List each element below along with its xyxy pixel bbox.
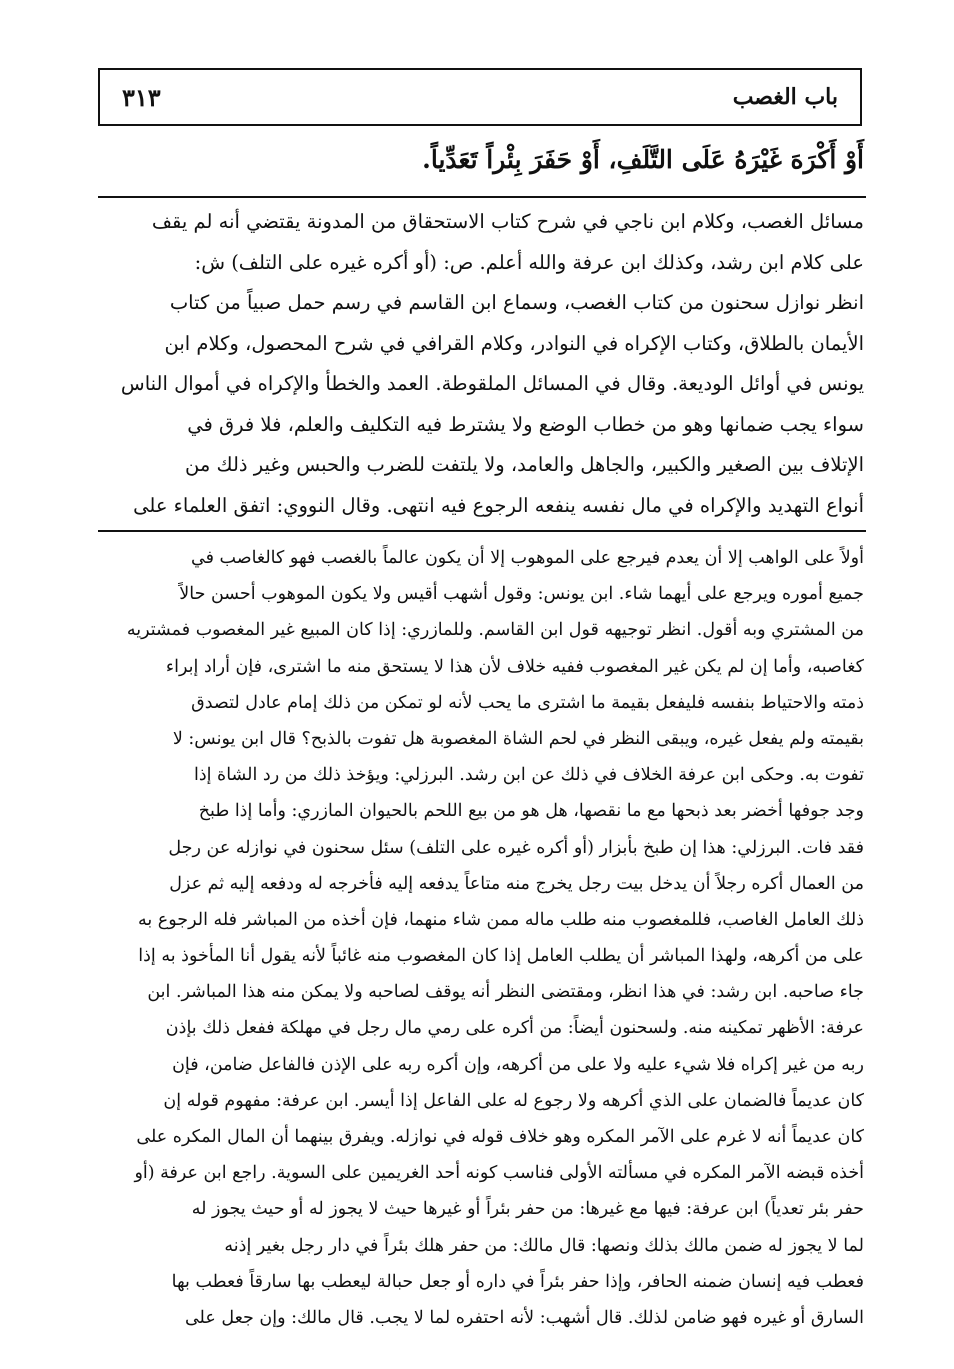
footnote-line: السارق أو غيره فهو ضامن لذلك. قال أشهب: لأنه احتفره لما لا يجب. قال مالك: وإن جعل على [184,1307,864,1328]
commentary-line: أنواع التهديد والإكراه في مال نفسه ينفعه الرجوع فيه انتهى. وقال النووي: اتفق العلماء على [133,493,864,517]
commentary-line: مسائل الغصب، وكلام ابن ناجي في شرح كتاب الاستحقاق من المدونة يقتضي أنه لم يقف [151,210,864,233]
footnote-line: جاء صاحبه. ابن رشد: في هذا انظر، ومقتضى النظر أنه يوقف لصاحبه ولا يمكن منه هذا المباشر. ابن [147,982,864,1003]
footnote-block [100,540,864,1336]
footnote-line: حفر بئر تعدياً) ابن عرفة: فيها مع غيرها: من حفر بئراً أو غيرها حيث لا يجوز له أو حيث يجوز له [191,1199,864,1220]
footnote-line: تفوت به. وحكى ابن عرفة الخلاف في ذلك عن ابن رشد. البرزلي: ويؤخذ ذلك من رد الشاة إذا [193,765,864,786]
commentary-line: الأيمان بالطلاق، وكتاب الإكراه في النوادر، وكلام القرافي في شرح المحصول، وكلام ابن [164,331,864,355]
footnote-line: من المشتري وبه أقول. انظر توجيهه قول ابن القاسم. وللمازري: إذا كان المبيع غير المغصوب فمشتريه [126,620,864,641]
commentary-line: انظر نوازل سحنون من كتاب الغصب، وسماع ابن القاسم في رسم حمل صبياً من كتاب [169,291,864,314]
footnote-line: فعطب فيه إنسان ضمنه الحافر، وإذا حفر بئراً في داره أو جعل حبالة ليعطب بها سارقاً فعطب بها [171,1271,864,1292]
divider-footnotes [98,530,866,532]
page-number: ٣١٣ [122,82,161,112]
main-text: أَوْ أَكْرَهَ غَيْرَهُ عَلَى التَّلَفِ، أَوْ حَفَرَ بِئْراً تَعَدِّياً. [422,145,864,174]
commentary-line: الإتلاف بين الصغير والكبير، والجاهل والعامد، ولا يلتفت للضرب والحبس وغير ذلك من [185,453,864,476]
footnote-line: كان عديماً أنه لا غرم على الآمر المكره وهو خلاف قوله في نوازله. ويفرق بينهما أن المال المكره على [136,1127,864,1147]
commentary-line: على كلام ابن رشد، وكذلك ابن عرفة والله أعلم. ص: (أو أكره غيره على التلف) ش: [194,250,864,274]
footnote-line: بقيمته ولم يفعل غيره، ويبقى النظر في لحم الشاة المغصوبة هل تفوت بالذبح؟ قال ابن يونس: لا [172,728,864,749]
footnote-line: عرفة: الأظهر تمكينه منه. ولسحنون أيضاً: من أكره على رمي مال رجل في مهلكة ففعل ذلك بإذن [165,1018,864,1039]
footnote-line: كغاصبه، وأما إن لم يكن غير المغصوب ففيه خلاف لأن هذا لا يستحق منه ما اشترى، فإن أراد إبراء [165,656,864,677]
chapter-title: باب الغصب [732,84,838,110]
page-header [98,68,862,126]
commentary-block [100,202,864,526]
footnote-line: أولاً على الواهب إلا أن يعدم فيرجع على الموهوب إلا أن يكون عالماً بالغصب فهو كالغاصب في [191,548,864,568]
footnote-line: ذمته والاحتياط بنفسه فليفعل بقيمة ما اشترى ما يحب لأنه لو تمكن من ذلك إمام عادل لتصدق [191,692,864,713]
commentary-line: سواء يجب ضمانها وهو من خطاب الوضع ولا يشترط فيه التكليف والعلم، فلا فرق في [187,412,864,436]
footnote-line: وجد جوفها أخضر بعد ذبحها مع ما نقصها، هل هو من بيع اللحم بالحيوان المازري: وأما إذا طبخ [198,801,864,822]
commentary-line: يونس في أوائل الوديعة. وقال في المسائل الملقوطة. العمد والخطأ والإكراه في أموال الناس [120,372,864,395]
footnote-line: أخذه قبضه الآمر المكره في مسألته الأولى فناسب كونه أحد الغريمين على السوية. راجع ابن عرفة (أو [134,1163,864,1184]
footnote-line: على من أكرهه، ولهذا المباشر أن يطلب العامل إذا كان المغصوب منه غائباً لأنه يقول أنا المأخوذ به إذا [138,946,864,967]
footnote-line: كان عديماً فالضمان على الذي أكرهه ولا رجوع له على الفاعل إذا أيسر. ابن عرفة: مفهوم قوله إن [163,1090,864,1111]
footnote-line: لما لا يجوز له ضمن مالك بذلك ونصها: قال مالك: من حفر هلك بئراً في دار رجل بغير إذنه [224,1235,864,1256]
footnote-line: فقد فات. البرزلي: هذا إن طبخ بأبزار (أو أكره غيره على التلف) سئل سحنون في نوازله عن رجل [168,837,864,858]
footnote-line: من العمال أكره رجلاً أن يدخل بيت رجل يخرج منه متاعاً يدفعه إليه فأخرجه له ودفعه إليه ثم عزل [169,873,864,894]
footnote-line: ربه من غير إكراه فلا شيء عليه ولا على من أكرهه، وإن أكره ربه على الإذن فالفاعل ضامن، فإن [172,1054,864,1075]
divider-top [98,196,866,198]
footnote-line: جميع أموره ويرجع على أيهما شاء. ابن يونس: وقول أشهب أقيس ولا يكون الموهوب أحسن حالاً [179,584,864,605]
footnote-line: ذلك العامل الغاصب، فللمغصوب منه طلب ماله ممن شاء منهما، فإن أخذه من المباشر فله الرجوع به [137,909,864,930]
